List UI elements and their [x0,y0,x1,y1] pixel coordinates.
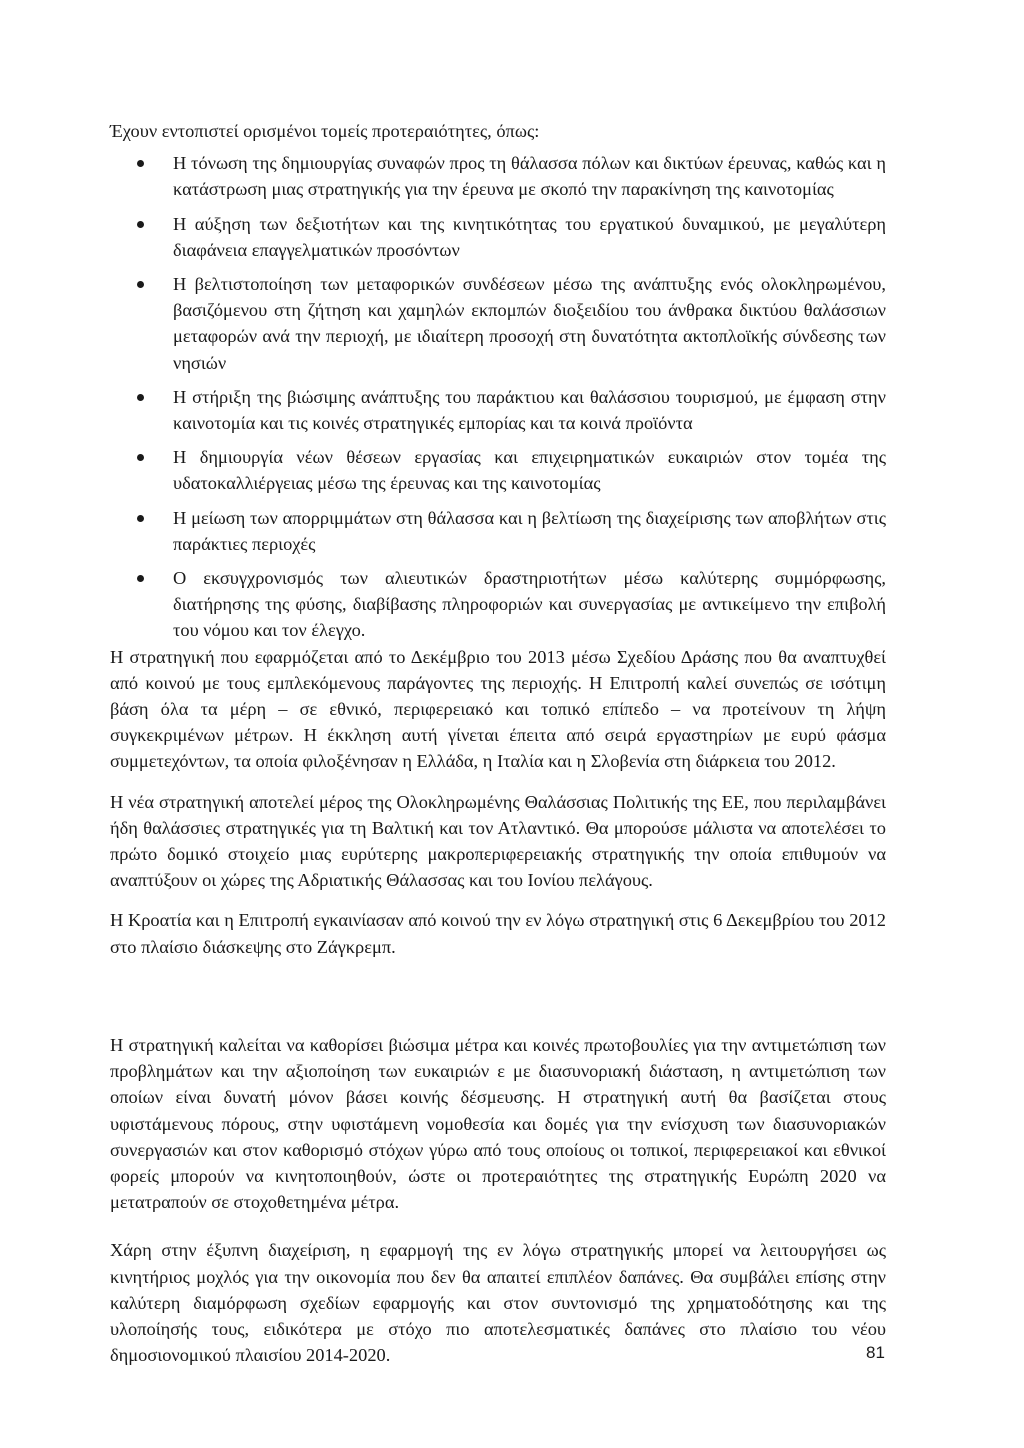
bullet-icon [137,515,144,522]
list-item-text: Η στήριξη της βιώσιμης ανάπτυξης του παράκτιου και θαλάσσιου τουρισμού, με έμφαση στην καινοτομία και τις κοινές στρατηγικές εμπορίας και τα κοινά προϊόντα [173,386,886,434]
list-item-text: Η αύξηση των δεξιοτήτων και της κινητικότητας του εργατικού δυναμικού, με μεγαλύτερη διαφάνεια επαγγελματικών προσόντων [173,213,886,260]
bullet-icon [137,454,144,461]
list-item-text: Ο εκσυγχρονισμός των αλιευτικών δραστηριοτήτων μέσω καλύτερης συμμόρφωσης, διατήρησης της φύσης, διαβίβασης πληροφοριών και συνεργασίας με αντικείμενο την επιβολή του νόμου και τον έλεγχο. [173,568,886,641]
list-item [110,505,886,557]
bullet-icon [137,575,144,582]
list-item [110,384,886,436]
bullet-icon [137,394,144,401]
paragraph-smart-management: Χάρη στην έξυπνη διαχείριση, η εφαρμογή της εν λόγω στρατηγικής μπορεί να λειτουργήσει ως κινητήριος μοχλός για την οικονομία που δεν θα απαιτεί επιπλέον δαπάνες. Θα συμβάλει επίσης στην καλύτερη διαμόρφωση σχεδίων εφαρμογής και στον συντονισμό της χρηματοδότησης και της υλοποίησής τους, ειδικότερα με στόχο πιο αποτελεσματικές δαπάνες στο πλαίσιο του νέου δημοσιονομικού πλαισίου 2014-2020. [110,1240,886,1366]
document-page [110,118,886,1368]
priority-list [110,150,886,643]
list-item [110,150,886,202]
bullet-icon [137,160,144,167]
bullet-icon [137,281,144,288]
intro-line: Έχουν εντοπιστεί ορισμένοι τομείς προτεραιότητες, όπως: [110,121,540,141]
paragraph-strategy: Η στρατηγική που εφαρμόζεται από το Δεκέμβριο του 2013 μέσω Σχεδίου Δράσης που θα αναπτυχθεί από κοινού με τους εμπλεκόμενους παράγοντες της περιοχής. Η Επιτροπή καλεί συνεπώς σε ισότιμη βάση όλα τα μέρη – σε εθνικό, περιφερειακό και τοπικό επίπεδο – να προτείνουν τη λήψη συγκεκριμένων μέτρων. Η έκκληση αυτή γίνεται έπειτα από σειρά εργαστηρίων με ευρύ φάσμα συμμετεχόντων, τα οποία φιλοξένησαν η Ελλάδα, η Ιταλία και η Σλοβενία στη διάρκεια του 2012. [110,646,886,772]
list-item-text: Η τόνωση της δημιουργίας συναφών προς τη θάλασσα πόλων και δικτύων έρευνας, καθώς και η κατάστρωση μιας στρατηγικής για την έρευνα με σκοπό την παρακίνηση της καινοτομίας [173,153,886,200]
paragraph-croatia: Η Κροατία και η Επιτροπή εγκαινίασαν από κοινού την εν λόγω στρατηγική στις 6 Δεκεμβρίου του 2012 στο πλαίσιο διάσκεψης στο Ζάγκρεμπ. [110,910,886,957]
paragraph-measures: Η στρατηγική καλείται να καθορίσει βιώσιμα μέτρα και κοινές πρωτοβουλίες για την αντιμετώπιση των προβλημάτων και την αξιοποίηση των ευκαιριών ε με διασυνοριακή διάσταση, η αντιμετώπιση των οποίων είναι δυνατή μόνον βάσει κοινής δέσμευσης. Η στρατηγική αυτή θα βασίζεται στους υφιστάμενους πόρους, στην υφιστάμενη νομοθεσία και δομές για την ενίσχυση των διασυνοριακών συνεργασιών και στον καθορισμό στόχων γύρω από τους οποίους οι τοπικοί, περιφερειακοί και εθνικοί φορείς μπορούν να κινητοποιηθούν, ώστε οι προτεραιότητες της στρατηγικής Ευρώπη 2020 να μετατραπούν σε στοχοθετημένα μέτρα. [110,1034,886,1213]
paragraph-new-strategy: Η νέα στρατηγική αποτελεί μέρος της Ολοκληρωμένης Θαλάσσιας Πολιτικής της ΕΕ, που περιλαμβάνει ήδη θαλάσσιες στρατηγικές για τη Βαλτική και τον Ατλαντικό. Θα μπορούσε μάλιστα να αποτελέσει το πρώτο δομικό στοιχείο μιας ευρύτερης μακροπεριφερειακής στρατηγικής την οποία επιθυμούν να αναπτύξουν οι χώρες της Αδριατικής Θάλασσας και του Ιονίου πελάγους. [110,791,886,891]
list-item [110,444,886,496]
list-item-text: Η βελτιστοποίηση των μεταφορικών συνδέσεων μέσω της ανάπτυξης ενός ολοκληρωμένου, βασιζόμενου στη ζήτηση και χαμηλών εκπομπών διοξειδίου του άνθρακα δικτύου θαλάσσιων μεταφορών ανά την περιοχή, με ιδιαίτερη προσοχή στη δυνατότητα ακτοπλοϊκής σύνδεσης των νησιών [173,274,886,373]
list-item-text: Η μείωση των απορριμμάτων στη θάλασσα και η βελτίωση της διαχείρισης των αποβλήτων στις παράκτιες περιοχές [173,507,886,554]
list-item [110,565,886,644]
list-item-text: Η δημιουργία νέων θέσεων εργασίας και επιχειρηματικών ευκαιριών στον τομέα της υδατοκαλλιέργειας μέσω της έρευνας και της καινοτομίας [173,447,886,494]
list-item [110,271,886,376]
bullet-icon [137,221,144,228]
list-item [110,211,886,263]
page-number: 81 [866,1343,885,1362]
